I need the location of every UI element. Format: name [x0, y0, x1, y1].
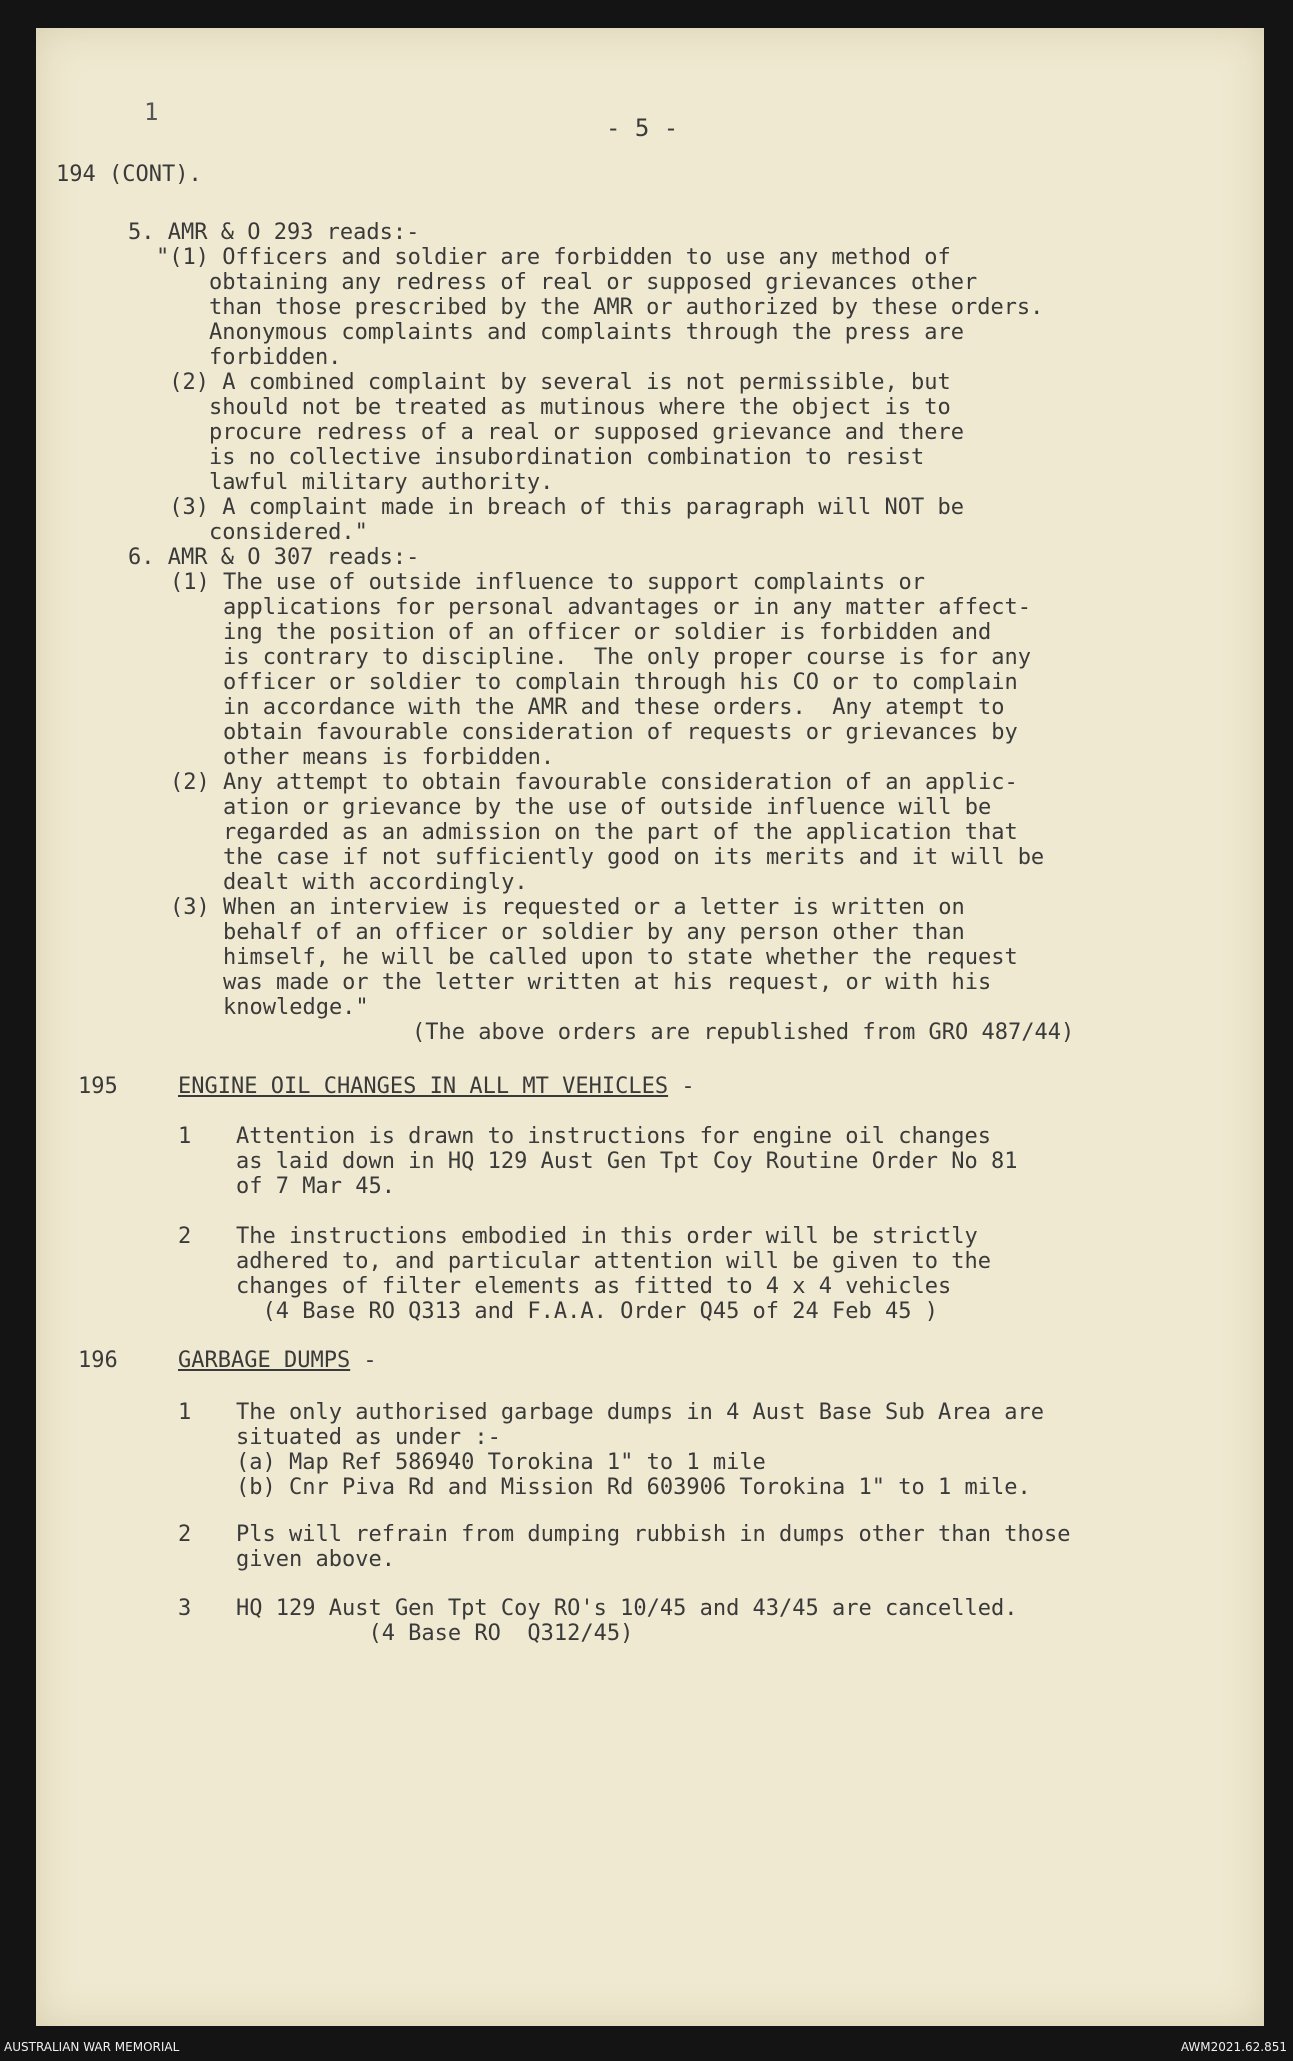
section-195-title	[178, 1074, 695, 1099]
item6-para-3: (3) When an interview is requested or a letter is written on behalf of an officer or soldier by any person other than himself, he will be called upon to state whether the request was made or the letter written at his request, or with his knowledge."	[170, 895, 1018, 1020]
item5-para-1: "(1) Officers and soldier are forbidden to use any method of obtaining any redress of real or supposed grievances other than those prescribed by the AMR or authorized by these orders. Anonymous complaints and complaints through the press are forbidden.	[156, 245, 1044, 370]
section-196-para-2-num: 2	[178, 1522, 192, 1547]
section-195-para-2: The instructions embodied in this order will be strictly adhered to, and particular attention will be given to the changes of filter elements as fitted to 4 x 4 vehicles (4 Base RO Q313 and F.A.A. Order Q45 of 24 Feb 45 )	[236, 1224, 991, 1324]
section-195-number: 195	[78, 1074, 118, 1099]
item5-para-2: (2) A combined complaint by several is not permissible, but should not be treated as mutinous where the object is to procure redress of a real or supposed grievance and there is no collective insubordination combination to resist lawful military authority.	[169, 370, 964, 495]
item6-para-2: (2) Any attempt to obtain favourable consideration of an applic- ation or grievance by the use of outside influence will be regarded as an admission on the part of the application that the case if not sufficiently good on its merits and it will be dealt with accordingly.	[170, 770, 1045, 895]
continued-heading: 194 (CONT).	[56, 162, 202, 187]
item5-para-3: (3) A complaint made in breach of this paragraph will NOT be considered."	[169, 495, 964, 545]
section-196-para-3-num: 3	[178, 1596, 192, 1621]
section-195-para-1: Attention is drawn to instructions for engine oil changes as laid down in HQ 129 Aust Gen Tpt Coy Routine Order No 81 of 7 Mar 45.	[236, 1124, 1018, 1199]
item6-title: 6. AMR & O 307 reads:-	[128, 545, 420, 570]
section-196-title-text: GARBAGE DUMPS	[178, 1348, 351, 1373]
section-196-para-3: HQ 129 Aust Gen Tpt Coy RO's 10/45 and 43/45 are cancelled. (4 Base RO Q312/45)	[236, 1596, 1018, 1646]
section-196-para-2: Pls will refrain from dumping rubbish in dumps other than those given above.	[236, 1522, 1071, 1572]
section-195-para-1-num: 1	[178, 1124, 192, 1149]
section-195-title-suffix: -	[668, 1074, 695, 1099]
section-196-title-suffix: -	[350, 1348, 377, 1373]
footer-credit: AUSTRALIAN WAR MEMORIAL	[4, 2040, 180, 2054]
footer-accession-number: AWM2021.62.851	[1180, 2040, 1287, 2054]
page-number: - 5 -	[606, 114, 679, 142]
document-page	[36, 28, 1264, 2026]
item5-title: 5. AMR & O 293 reads:-	[128, 220, 420, 245]
section-195-para-2-num: 2	[178, 1224, 192, 1249]
section-196-para-1: The only authorised garbage dumps in 4 Aust Base Sub Area are situated as under :- (a) Map Ref 586940 Torokina 1" to 1 mile (b) Cnr Piva Rd and Mission Rd 603906 Torokina 1" to 1 mile.	[236, 1400, 1044, 1500]
item6-para-1: (1) The use of outside influence to support complaints or applications for personal advantages or in any matter affect- ing the position of an officer or soldier is forbidden and is contrary to discipline. The only proper course is for any officer or soldier to complain through his CO or to complain in accordance with the AMR and these orders. Any atempt to obtain favourable consideration of requests or grievances by other means is forbidden.	[170, 570, 1031, 770]
republished-note: (The above orders are republished from GRO 487/44)	[412, 1020, 1075, 1045]
corner-mark: 1	[144, 98, 159, 126]
section-196-number: 196	[78, 1348, 118, 1373]
section-196-para-1-num: 1	[178, 1400, 192, 1425]
section-195-title-text: ENGINE OIL CHANGES IN ALL MT VEHICLES	[178, 1074, 669, 1099]
section-196-title	[178, 1348, 377, 1373]
